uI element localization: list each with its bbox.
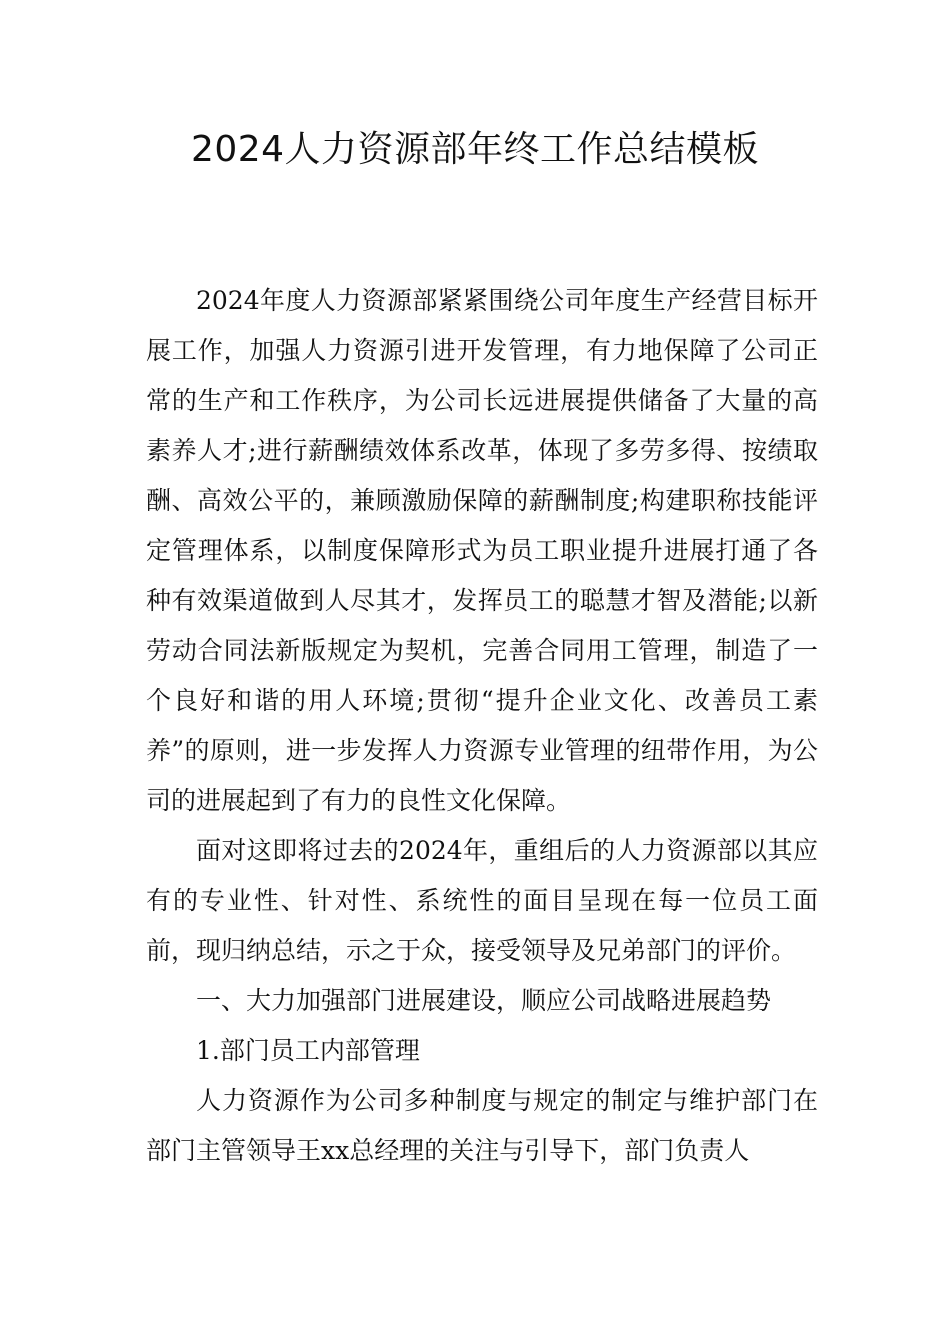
subsection-heading-1-1: 1.部门员工内部管理 xyxy=(196,1036,420,1065)
section-heading-1: 一、大力加强部门进展建设，顺应公司战略进展趋势 xyxy=(196,986,772,1015)
paragraph-section-1-1: 人力资源作为公司多种制度与规定的制定与维护部门在部门主管领导王xx总经理的关注与引导下，部门负责人 xyxy=(146,1086,818,1165)
document-title: 2024人力资源部年终工作总结模板 xyxy=(190,129,760,170)
paragraph-summary: 面对这即将过去的2024年，重组后的人力资源部以其应有的专业性、针对性、系统性的面目呈现在每一位员工面前，现归纳总结，示之于众，接受领导及兄弟部门的评价。 xyxy=(146,836,818,965)
document-body xyxy=(146,276,818,1176)
paragraph-intro: 2024年度人力资源部紧紧围绕公司年度生产经营目标开展工作，加强人力资源引进开发管理，有力地保障了公司正常的生产和工作秩序，为公司长远进展提供储备了大量的高素养人才;进行薪酬绩效体系改革，体现了多劳多得、按绩取酬、高效公平的，兼顾激励保障的薪酬制度;构建职称技能评定管理体系，以制度保障形式为员工职业提升进展打通了各种有效渠道做到人尽其才，发挥员工的聪慧才智及潜能;以新劳动合同法新版规定为契机，完善合同用工管理，制造了一个良好和谐的用人环境;贯彻“提升企业文化、改善员工素养”的原则，进一步发挥人力资源专业管理的纽带作用，为公司的进展起到了有力的良性文化保障。 xyxy=(146,286,818,815)
